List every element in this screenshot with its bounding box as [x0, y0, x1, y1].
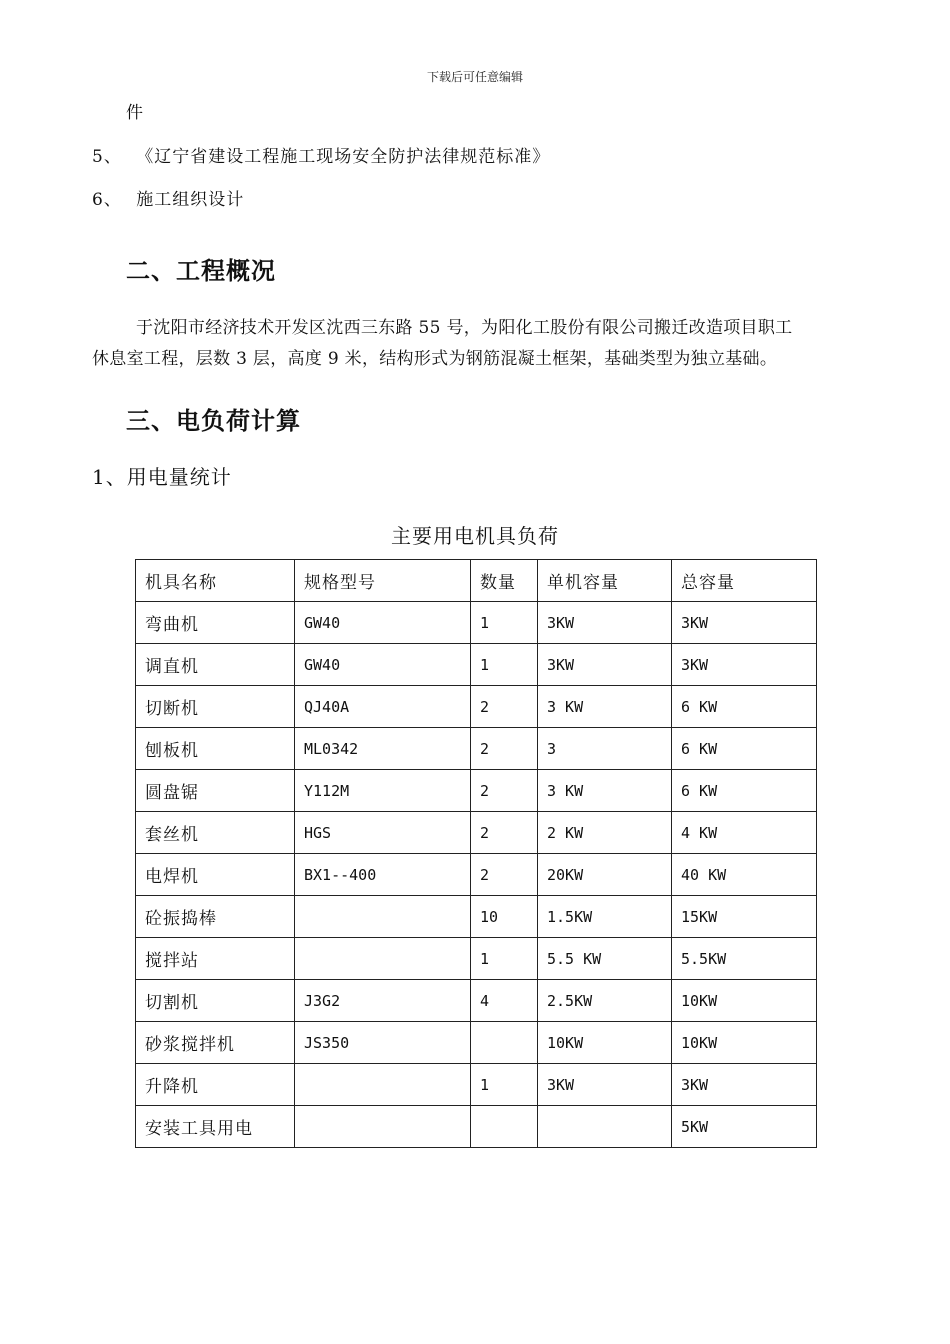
table-row [136, 686, 817, 728]
table-row [136, 770, 817, 812]
spec-model-cell: QJ40A [295, 686, 471, 728]
subsection-heading: 1、用电量统计 [92, 465, 232, 489]
list-item-text: 施工组织设计 [136, 190, 245, 210]
quantity-cell: 10 [471, 896, 538, 938]
quantity-cell: 1 [471, 938, 538, 980]
page-header-note: 下载后可任意编辑 [426, 70, 523, 84]
list-item [92, 142, 550, 167]
overview-paragraph-line2: 休息室工程，层数 3 层，高度 9 米，结构形式为钢筋混凝土框架，基础类型为独立基础。 [92, 349, 778, 369]
table-row [136, 938, 817, 980]
total-capacity-cell: 10KW [672, 1022, 817, 1064]
spec-model-cell [295, 1106, 471, 1148]
section-heading-load-calc: 三、电负荷计算 [126, 406, 301, 435]
quantity-cell: 2 [471, 854, 538, 896]
unit-capacity-cell: 1.5KW [538, 896, 672, 938]
spec-model-cell: GW40 [295, 644, 471, 686]
table-row [136, 812, 817, 854]
list-item [92, 185, 244, 210]
machine-name-cell: 砼振捣棒 [136, 896, 295, 938]
machine-name-cell: 切割机 [136, 980, 295, 1022]
spec-model-cell: BX1--400 [295, 854, 471, 896]
machine-name-cell: 调直机 [136, 644, 295, 686]
machine-name-cell: 升降机 [136, 1064, 295, 1106]
unit-capacity-cell: 3KW [538, 1064, 672, 1106]
unit-capacity-cell: 5.5 KW [538, 938, 672, 980]
unit-capacity-cell: 2.5KW [538, 980, 672, 1022]
quantity-cell: 2 [471, 770, 538, 812]
spec-model-cell: HGS [295, 812, 471, 854]
spec-model-cell: J3G2 [295, 980, 471, 1022]
header-cell: 机具名称 [136, 560, 295, 602]
table-row [136, 854, 817, 896]
quantity-cell: 2 [471, 728, 538, 770]
total-capacity-cell: 3KW [672, 1064, 817, 1106]
unit-capacity-cell: 20KW [538, 854, 672, 896]
total-capacity-cell: 3KW [672, 602, 817, 644]
list-item-number: 5、 [92, 147, 122, 167]
machine-name-cell: 圆盘锯 [136, 770, 295, 812]
quantity-cell: 1 [471, 602, 538, 644]
total-capacity-cell: 15KW [672, 896, 817, 938]
header-cell: 规格型号 [295, 560, 471, 602]
header-cell: 总容量 [672, 560, 817, 602]
spec-model-cell: GW40 [295, 602, 471, 644]
machine-name-cell: 弯曲机 [136, 602, 295, 644]
quantity-cell: 2 [471, 812, 538, 854]
table-caption: 主要用电机具负荷 [391, 524, 559, 548]
spec-model-cell [295, 896, 471, 938]
list-item-text: 《辽宁省建设工程施工现场安全防护法律规范标准》 [136, 147, 551, 167]
total-capacity-cell: 4 KW [672, 812, 817, 854]
quantity-cell: 1 [471, 644, 538, 686]
quantity-cell [471, 1022, 538, 1064]
spec-model-cell: JS350 [295, 1022, 471, 1064]
total-capacity-cell: 10KW [672, 980, 817, 1022]
quantity-cell: 1 [471, 1064, 538, 1106]
unit-capacity-cell: 10KW [538, 1022, 672, 1064]
equipment-load-table [135, 559, 817, 1148]
spec-model-cell: ML0342 [295, 728, 471, 770]
list-item-number: 6、 [92, 190, 122, 210]
header-cell: 单机容量 [538, 560, 672, 602]
machine-name-cell: 电焊机 [136, 854, 295, 896]
header-cell: 数量 [471, 560, 538, 602]
section-heading-overview: 二、工程概况 [126, 256, 276, 285]
spec-model-cell: Y112M [295, 770, 471, 812]
total-capacity-cell: 40 KW [672, 854, 817, 896]
overview-paragraph-line1: 于沈阳市经济技术开发区沈西三东路 55 号，为阳化工股份有限公司搬迁改造项目职工 [136, 318, 793, 338]
total-capacity-cell: 5.5KW [672, 938, 817, 980]
total-capacity-cell: 6 KW [672, 770, 817, 812]
table-row [136, 896, 817, 938]
unit-capacity-cell: 3 KW [538, 686, 672, 728]
table-row [136, 980, 817, 1022]
table-row [136, 728, 817, 770]
quantity-cell: 2 [471, 686, 538, 728]
machine-name-cell: 砂浆搅拌机 [136, 1022, 295, 1064]
machine-name-cell: 安装工具用电 [136, 1106, 295, 1148]
spec-model-cell [295, 1064, 471, 1106]
table-row [136, 1022, 817, 1064]
total-capacity-cell: 3KW [672, 644, 817, 686]
spec-model-cell [295, 938, 471, 980]
quantity-cell: 4 [471, 980, 538, 1022]
table-row [136, 1106, 817, 1148]
machine-name-cell: 切断机 [136, 686, 295, 728]
table-row [136, 1064, 817, 1106]
table-row [136, 644, 817, 686]
unit-capacity-cell: 3 KW [538, 770, 672, 812]
unit-capacity-cell: 2 KW [538, 812, 672, 854]
machine-name-cell: 刨板机 [136, 728, 295, 770]
machine-name-cell: 搅拌站 [136, 938, 295, 980]
unit-capacity-cell: 3KW [538, 644, 672, 686]
total-capacity-cell: 6 KW [672, 686, 817, 728]
unit-capacity-cell: 3 [538, 728, 672, 770]
continued-line: 件 [126, 103, 144, 123]
total-capacity-cell: 5KW [672, 1106, 817, 1148]
unit-capacity-cell: 3KW [538, 602, 672, 644]
total-capacity-cell: 6 KW [672, 728, 817, 770]
unit-capacity-cell [538, 1106, 672, 1148]
quantity-cell [471, 1106, 538, 1148]
table-row [136, 602, 817, 644]
table-header-row [136, 560, 817, 602]
machine-name-cell: 套丝机 [136, 812, 295, 854]
